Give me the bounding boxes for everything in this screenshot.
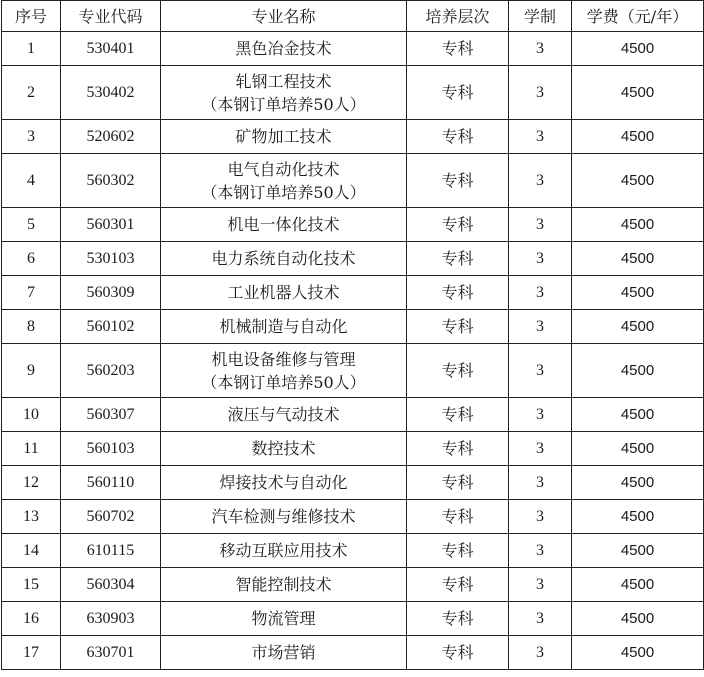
major-name-cell [161, 636, 407, 670]
table-row [2, 534, 704, 568]
row-index: 8 [2, 310, 61, 344]
row-index: 13 [2, 500, 61, 534]
tuition-fee: 4500 [572, 120, 704, 154]
tuition-fee: 4500 [572, 432, 704, 466]
tuition-fee: 4500 [572, 500, 704, 534]
header-code: 专业代码 [61, 1, 161, 32]
header-name: 专业名称 [161, 1, 407, 32]
table-row [2, 568, 704, 602]
header-index: 序号 [2, 1, 61, 32]
major-name: 电力系统自动化技术 [211, 249, 356, 268]
training-level: 专科 [407, 32, 509, 66]
major-note: （本钢订单培养50人） [201, 182, 366, 202]
major-code: 520602 [61, 120, 161, 154]
tuition-fee: 4500 [572, 398, 704, 432]
major-name: 黑色冶金技术 [235, 39, 332, 58]
training-level: 专科 [407, 344, 509, 398]
major-name-cell [161, 66, 407, 120]
study-years: 3 [509, 66, 572, 120]
tuition-fee: 4500 [572, 208, 704, 242]
major-code: 560304 [61, 568, 161, 602]
major-code: 630701 [61, 636, 161, 670]
tuition-fee: 4500 [572, 466, 704, 500]
row-index: 7 [2, 276, 61, 310]
training-level: 专科 [407, 602, 509, 636]
major-name-cell [161, 276, 407, 310]
row-index: 5 [2, 208, 61, 242]
major-name-cell [161, 344, 407, 398]
major-name: 机电一体化技术 [227, 215, 340, 234]
training-level: 专科 [407, 500, 509, 534]
major-name: 电气自动化技术 [227, 159, 340, 179]
major-name-cell [161, 242, 407, 276]
major-code: 560309 [61, 276, 161, 310]
table-row [2, 636, 704, 670]
row-index: 15 [2, 568, 61, 602]
tuition-fee: 4500 [572, 276, 704, 310]
study-years: 3 [509, 154, 572, 208]
tuition-fee: 4500 [572, 602, 704, 636]
table-row [2, 310, 704, 344]
study-years: 3 [509, 602, 572, 636]
major-name: 机械制造与自动化 [219, 317, 348, 336]
training-level: 专科 [407, 398, 509, 432]
row-index: 6 [2, 242, 61, 276]
table-row [2, 32, 704, 66]
major-name-cell [161, 208, 407, 242]
row-index: 2 [2, 66, 61, 120]
table-row [2, 66, 704, 120]
major-name-cell [161, 398, 407, 432]
table-row [2, 344, 704, 398]
major-note: （本钢订单培养50人） [201, 372, 366, 392]
major-name: 工业机器人技术 [227, 283, 340, 302]
major-name: 轧钢工程技术 [235, 71, 332, 91]
tuition-fee: 4500 [572, 636, 704, 670]
header-row [2, 1, 704, 32]
table-body [2, 32, 704, 670]
training-level: 专科 [407, 66, 509, 120]
major-code: 560110 [61, 466, 161, 500]
tuition-fee: 4500 [572, 534, 704, 568]
study-years: 3 [509, 636, 572, 670]
study-years: 3 [509, 120, 572, 154]
study-years: 3 [509, 500, 572, 534]
study-years: 3 [509, 432, 572, 466]
training-level: 专科 [407, 432, 509, 466]
row-index: 14 [2, 534, 61, 568]
row-index: 12 [2, 466, 61, 500]
major-code: 560702 [61, 500, 161, 534]
training-level: 专科 [407, 310, 509, 344]
row-index: 16 [2, 602, 61, 636]
study-years: 3 [509, 208, 572, 242]
major-code: 530402 [61, 66, 161, 120]
major-name: 物流管理 [251, 609, 316, 628]
tuition-fee: 4500 [572, 154, 704, 208]
header-level: 培养层次 [407, 1, 509, 32]
table-row [2, 276, 704, 310]
training-level: 专科 [407, 276, 509, 310]
major-code: 560203 [61, 344, 161, 398]
table-row [2, 120, 704, 154]
major-name: 焊接技术与自动化 [219, 473, 348, 492]
major-code: 630903 [61, 602, 161, 636]
header-years: 学制 [509, 1, 572, 32]
major-name-cell [161, 310, 407, 344]
major-note: （本钢订单培养50人） [201, 94, 366, 114]
major-name-cell [161, 120, 407, 154]
major-name-cell [161, 568, 407, 602]
major-name: 数控技术 [251, 439, 316, 458]
training-level: 专科 [407, 242, 509, 276]
major-name: 移动互联应用技术 [219, 541, 348, 560]
row-index: 10 [2, 398, 61, 432]
study-years: 3 [509, 466, 572, 500]
table-row [2, 466, 704, 500]
major-name: 汽车检测与维修技术 [211, 507, 356, 526]
training-level: 专科 [407, 568, 509, 602]
tuition-fee: 4500 [572, 568, 704, 602]
major-code: 560102 [61, 310, 161, 344]
row-index: 4 [2, 154, 61, 208]
row-index: 17 [2, 636, 61, 670]
tuition-fee: 4500 [572, 32, 704, 66]
major-name: 智能控制技术 [235, 575, 332, 594]
major-code: 560103 [61, 432, 161, 466]
major-name-cell [161, 602, 407, 636]
study-years: 3 [509, 398, 572, 432]
table-row [2, 432, 704, 466]
training-level: 专科 [407, 636, 509, 670]
major-name-cell [161, 466, 407, 500]
row-index: 11 [2, 432, 61, 466]
majors-table [1, 0, 704, 670]
major-code: 560302 [61, 154, 161, 208]
study-years: 3 [509, 534, 572, 568]
training-level: 专科 [407, 534, 509, 568]
table-row [2, 242, 704, 276]
table-row [2, 602, 704, 636]
header-fee: 学费（元/年） [572, 1, 704, 32]
study-years: 3 [509, 568, 572, 602]
tuition-fee: 4500 [572, 310, 704, 344]
row-index: 9 [2, 344, 61, 398]
major-code: 560307 [61, 398, 161, 432]
major-name-cell [161, 432, 407, 466]
major-name: 矿物加工技术 [235, 127, 332, 146]
study-years: 3 [509, 32, 572, 66]
training-level: 专科 [407, 120, 509, 154]
row-index: 1 [2, 32, 61, 66]
tuition-fee: 4500 [572, 242, 704, 276]
table-row [2, 500, 704, 534]
table-row [2, 154, 704, 208]
study-years: 3 [509, 276, 572, 310]
major-code: 610115 [61, 534, 161, 568]
major-name-cell [161, 32, 407, 66]
table-row [2, 398, 704, 432]
table-row [2, 208, 704, 242]
row-index: 3 [2, 120, 61, 154]
training-level: 专科 [407, 154, 509, 208]
study-years: 3 [509, 242, 572, 276]
major-name-cell [161, 154, 407, 208]
major-name-cell [161, 500, 407, 534]
major-name: 市场营销 [251, 643, 316, 662]
major-name: 机电设备维修与管理 [211, 349, 356, 369]
major-code: 530103 [61, 242, 161, 276]
major-code: 560301 [61, 208, 161, 242]
major-name: 液压与气动技术 [227, 405, 340, 424]
major-code: 530401 [61, 32, 161, 66]
study-years: 3 [509, 344, 572, 398]
training-level: 专科 [407, 466, 509, 500]
tuition-fee: 4500 [572, 344, 704, 398]
tuition-fee: 4500 [572, 66, 704, 120]
training-level: 专科 [407, 208, 509, 242]
major-name-cell [161, 534, 407, 568]
study-years: 3 [509, 310, 572, 344]
